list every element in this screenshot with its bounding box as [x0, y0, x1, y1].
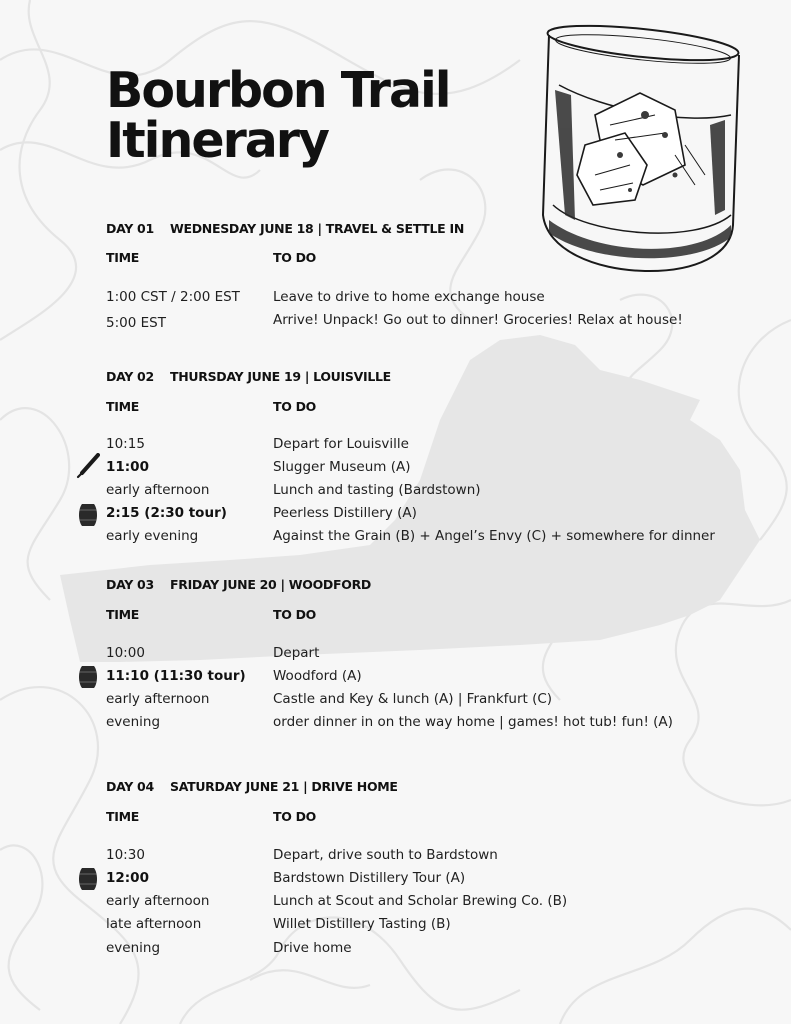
day-number: DAY 04	[106, 779, 154, 794]
row-todo: Depart for Louisville	[273, 436, 409, 452]
whiskey-glass-illustration	[535, 15, 747, 277]
day-label: WEDNESDAY JUNE 18 | TRAVEL & SETTLE IN	[170, 221, 464, 236]
kentucky-map-silhouette	[60, 335, 760, 662]
title-line-2: Itinerary	[106, 112, 328, 169]
todo-column-header: TO DO	[273, 809, 317, 824]
title-line-1: Bourbon Trail	[106, 62, 450, 119]
row-time: 5:00 EST	[106, 315, 166, 331]
time-column-header: TIME	[106, 607, 139, 622]
row-time: late afternoon	[106, 916, 202, 932]
row-time: early evening	[106, 528, 199, 544]
row-time: 10:30	[106, 847, 145, 863]
day-header	[106, 221, 464, 236]
row-time: 1:00 CST / 2:00 EST	[106, 289, 240, 305]
baseball-bat-icon	[76, 453, 100, 479]
day-header	[106, 369, 391, 384]
row-todo: Castle and Key & lunch (A) | Frankfurt (C)	[273, 691, 553, 707]
row-todo: Arrive! Unpack! Go out to dinner! Groceries! Relax at house!	[273, 312, 683, 328]
barrel-icon	[78, 665, 98, 689]
row-time: 11:10 (11:30 tour)	[106, 668, 246, 684]
row-time: 10:00	[106, 645, 145, 661]
todo-column-header: TO DO	[273, 607, 317, 622]
day-number: DAY 03	[106, 577, 154, 592]
row-todo: order dinner in on the way home | games! hot tub! fun! (A)	[273, 714, 673, 730]
barrel-icon	[78, 867, 98, 891]
row-todo: Lunch at Scout and Scholar Brewing Co. (B)	[273, 893, 568, 909]
barrel-icon	[78, 503, 98, 527]
day-label: THURSDAY JUNE 19 | LOUISVILLE	[170, 369, 391, 384]
day-number: DAY 02	[106, 369, 154, 384]
row-todo: Lunch and tasting (Bardstown)	[273, 482, 481, 498]
day-number: DAY 01	[106, 221, 154, 236]
row-time: evening	[106, 714, 161, 730]
row-todo: Slugger Museum (A)	[273, 459, 411, 475]
row-time: early afternoon	[106, 482, 210, 498]
row-todo: Drive home	[273, 940, 352, 956]
row-todo: Woodford (A)	[273, 668, 362, 684]
row-time: early afternoon	[106, 893, 210, 909]
todo-column-header: TO DO	[273, 399, 317, 414]
time-column-header: TIME	[106, 399, 139, 414]
row-time: 12:00	[106, 870, 149, 886]
day-header	[106, 577, 371, 592]
time-column-header: TIME	[106, 809, 139, 824]
time-column-header: TIME	[106, 250, 139, 265]
day-label: FRIDAY JUNE 20 | WOODFORD	[170, 577, 371, 592]
row-todo: Depart, drive south to Bardstown	[273, 847, 498, 863]
row-todo: Against the Grain (B) + Angel’s Envy (C) + somewhere for dinner	[273, 528, 715, 544]
row-time: 11:00	[106, 459, 149, 475]
page-title	[106, 62, 450, 169]
row-time: 2:15 (2:30 tour)	[106, 505, 227, 521]
row-todo: Leave to drive to home exchange house	[273, 289, 545, 305]
row-todo: Bardstown Distillery Tour (A)	[273, 870, 466, 886]
row-time: 10:15	[106, 436, 145, 452]
day-header	[106, 779, 398, 794]
todo-column-header: TO DO	[273, 250, 317, 265]
row-todo: Willet Distillery Tasting (B)	[273, 916, 451, 932]
row-todo: Depart	[273, 645, 320, 661]
row-time: early afternoon	[106, 691, 210, 707]
row-time: evening	[106, 940, 161, 956]
day-label: SATURDAY JUNE 21 | DRIVE HOME	[170, 779, 398, 794]
row-todo: Peerless Distillery (A)	[273, 505, 417, 521]
